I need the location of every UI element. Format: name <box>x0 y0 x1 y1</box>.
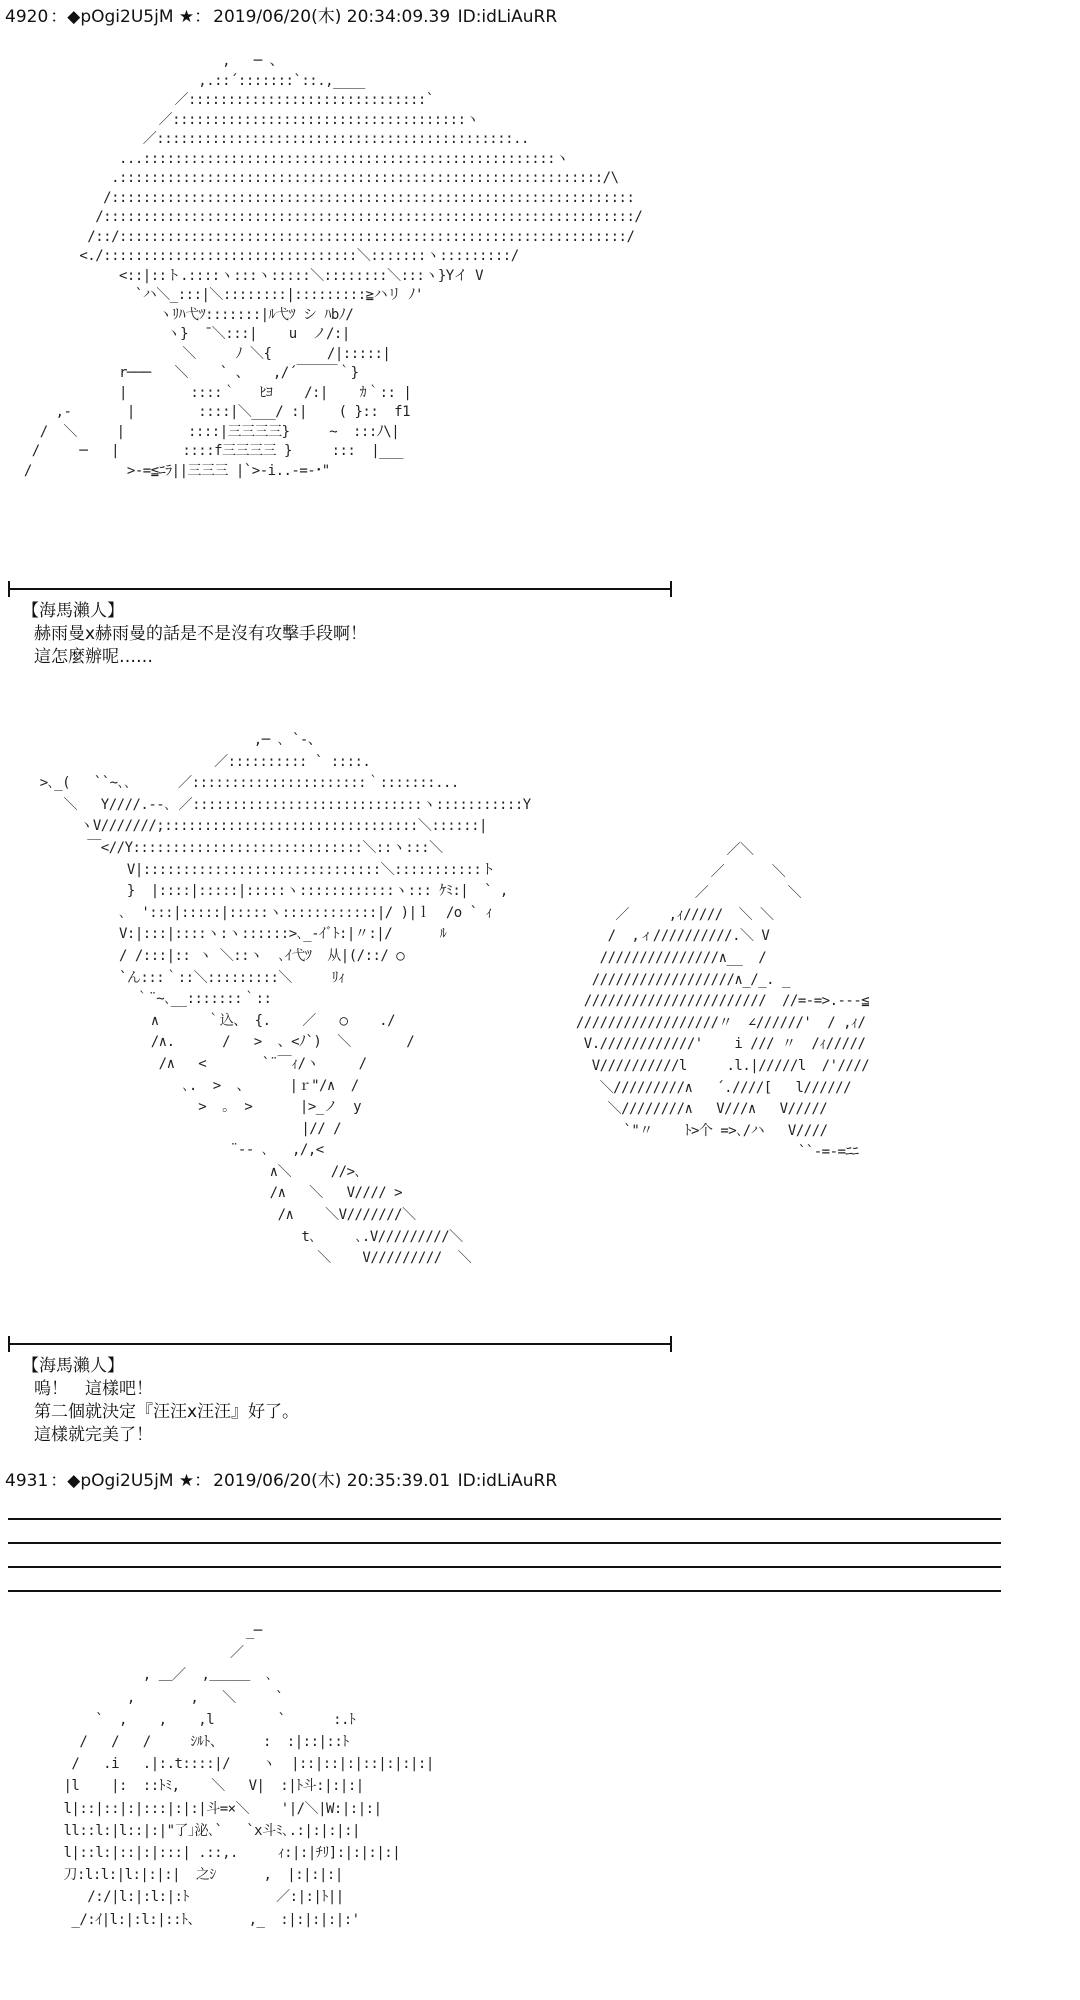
panel-separator-2 <box>10 1343 670 1345</box>
ascii-art-scene-2-creature: ／＼ ／ ＼ ／ ＼ ／ ,ｨ///// ＼ ＼ / ,ィ//////////.＼ V ///////////////∧__ / //////////////////∧_/_. _ /////////////////////// //=-=>.‐‐‐≦ //////////////////〃 ∠//////' / ,ｨ/ V.////////////' i /// 〃 /ｨ///// V//////////l .l.|/////l /'//// ＼/////////∧ ´.////[ l////// ＼////////∧ V///∧ V///// `"〃 ﾄ>个 =>､/ハ V//// ``‐=-=ﾆﾆ <box>575 842 870 1161</box>
separator-tick-left <box>8 1336 10 1352</box>
post-id[interactable]: ID:idLiAuRR <box>457 7 558 27</box>
dialog-2 <box>22 1355 299 1447</box>
post-header-4920 <box>5 6 559 28</box>
ascii-art-scene-1: , ─ 、 ,.::´:::::::`::.,____ ／::::::::::::::::::::::::::::::` ／:::::::::::::::::::::::::::::::::::::ヽ ／:::::::::::::::::::::::::::::::::::::::::::::.. ...::::::::::::::::::::::::::::::::::::::::::::::::::::ヽ .:::::::::::::::::::::::::::::::::::::::::::::::::::::::::::::/\ /:::::::::::::::::::::::::::::::::::::::::::::::::::::::::::::::::: /:::::::::::::::::::::::::::::::::::::::::::::::::::::::::::::::::::/ /::/::::::::::::::::::::::::::::::::::::::::::::::::::::::::::::::::/ <./::::::::::::::::::::::::::::::::＼:::::::ヽ:::::::::/ <::|::ト.::::ヽ:::ヽ:::::＼::::::::＼:::ヽ}Yイ V `ハ＼_:::|＼::::::::|:::::::::≧ハリ ﾉ' ヽﾘﾊ弋ﾂ:::::::|ﾙ弋ﾂ シ ﾊbﾉ/ ヽ} ̄ ＼:::| u ノ/:| ＼ ﾉ ＼{ /|:::::| r─── ＼ ` 、 ,/´￣￣￣｀} | ::::｀ ﾋﾖ /:| ｶ｀:: | ,- | ::::|＼___/ :| ( }:: f1 / ＼ | ::::|三三三三} ~ :::ﾉ\| / ─ | ::::f三三三三 } ::: |___ / >-=≦ﾆﾗ||三三三 |`>-i..-=-･" <box>23 53 643 479</box>
panel-separator-1 <box>10 588 670 590</box>
post-tripcode: ：◆pOgi2U5jM ★： <box>50 1471 212 1491</box>
horizontal-rule-block <box>8 1518 1001 1614</box>
post-tripcode: ：◆pOgi2U5jM ★： <box>50 7 212 27</box>
dialog-line: 第二個就決定『汪汪x汪汪』好了。 <box>34 1402 300 1422</box>
dialog-line: 這樣就完美了！ <box>34 1425 153 1445</box>
dialog-speaker: 【海馬瀨人】 <box>22 1356 124 1376</box>
post-datetime: 2019/06/20(木) 20:35:39.01 <box>213 1471 451 1491</box>
post-datetime: 2019/06/20(木) 20:34:09.39 <box>213 7 451 27</box>
separator-tick-left <box>8 581 10 597</box>
separator-tick-right <box>670 1336 672 1352</box>
dialog-1 <box>22 600 367 669</box>
dialog-line: 嗚！ 這樣吧！ <box>34 1379 153 1399</box>
post-id[interactable]: ID:idLiAuRR <box>457 1471 558 1491</box>
dialog-line: 赫雨曼x赫雨曼的話是不是沒有攻擊手段啊！ <box>34 624 368 644</box>
post-number[interactable]: 4931 <box>5 1471 49 1491</box>
post-header-4931 <box>5 1470 559 1492</box>
post-number[interactable]: 4920 <box>5 7 49 27</box>
separator-tick-right <box>670 581 672 597</box>
ascii-art-scene-2: ,─ ､ `‐、 ／:::::::::: ` ::::. >､_( ``~､､ ／::::::::::::::::::::::｀:::::::... ＼ Y////.--､ ／:::::::::::::::::::::::::::::ヽ:::::::::::Y ヽV///////;::::::::::::::::::::::::::::::::＼::::::| ￣<//Y:::::::::::::::::::::::::::::＼::ヽ:::＼ V|::::::::::::::::::::::::::::::＼:::::::::::ト } |::::|:::::|:::::ヽ::::::::::::ヽ::: ｹﾐ:| ` , ､ ':::|:::::|:::::ヽ::::::::::::|/ )|ｌ /o ` ｨ V:|:::|::::ヽ:ヽ::::::>､_-ｲﾞﾄ:|〃:|/ ﾙ / /:::|:: ヽ ＼::ヽ ､ｲ弋ﾂ 从|(/::/ ○ `ん:::｀::＼:::::::::＼ ﾘｨ ｀¨~､__:::::::｀:: ∧ ｀込、 {. ／ ○ ./ /∧. / > 、<ﾉ`) ＼ / /∧ < `¨￣ｨ/ヽ / ､. > 、 |ｒ"/∧ / > ｡ > |>_ノ y |// / ¨-- ､ ,/,< ∧＼ //>､ /∧ ＼ V//// > /∧ ＼V///////＼ t､ ､.V/////////＼ ＼ V///////// ＼ <box>39 732 531 1267</box>
dialog-speaker: 【海馬瀨人】 <box>22 601 124 621</box>
ascii-art-scene-3: _─ ／ , ＿／ ,＿＿＿ ､ , , ＼ ` ` , , ,l ` :.ﾄ / / / ｼﾙﾄ、 : :|::|::ﾄ / .i .|:.t::::|/ ヽ |::|::|:|::|:|:|:| |l |: ::ﾄﾐ, ＼ V| :|ﾄ斗:|:|:| l|::|::|:|:::|:|:|斗=×＼ '|/＼|W:|:|:| ll::l:|l::|:|"了｣泌､` `x斗ﾐ､.:|:|:|:| l|::l:|::|:|:::| .::,. ｨ:|:|ﾁﾘ]:|:|:|:| 刀:l:l:|l:|:|:| 之ｼ , |:|:|:| /:/|l:|:l:|:ﾄ ／:|:|ﾄ|| _/:ｲ|l:|:l:|::ﾄ、 ,_ :|:|:|:|:' <box>63 1623 434 1928</box>
horizontal-rule <box>8 1518 1001 1520</box>
horizontal-rule <box>8 1542 1001 1544</box>
dialog-line: 這怎麼辦呢…… <box>34 647 153 667</box>
horizontal-rule <box>8 1590 1001 1592</box>
horizontal-rule <box>8 1566 1001 1568</box>
